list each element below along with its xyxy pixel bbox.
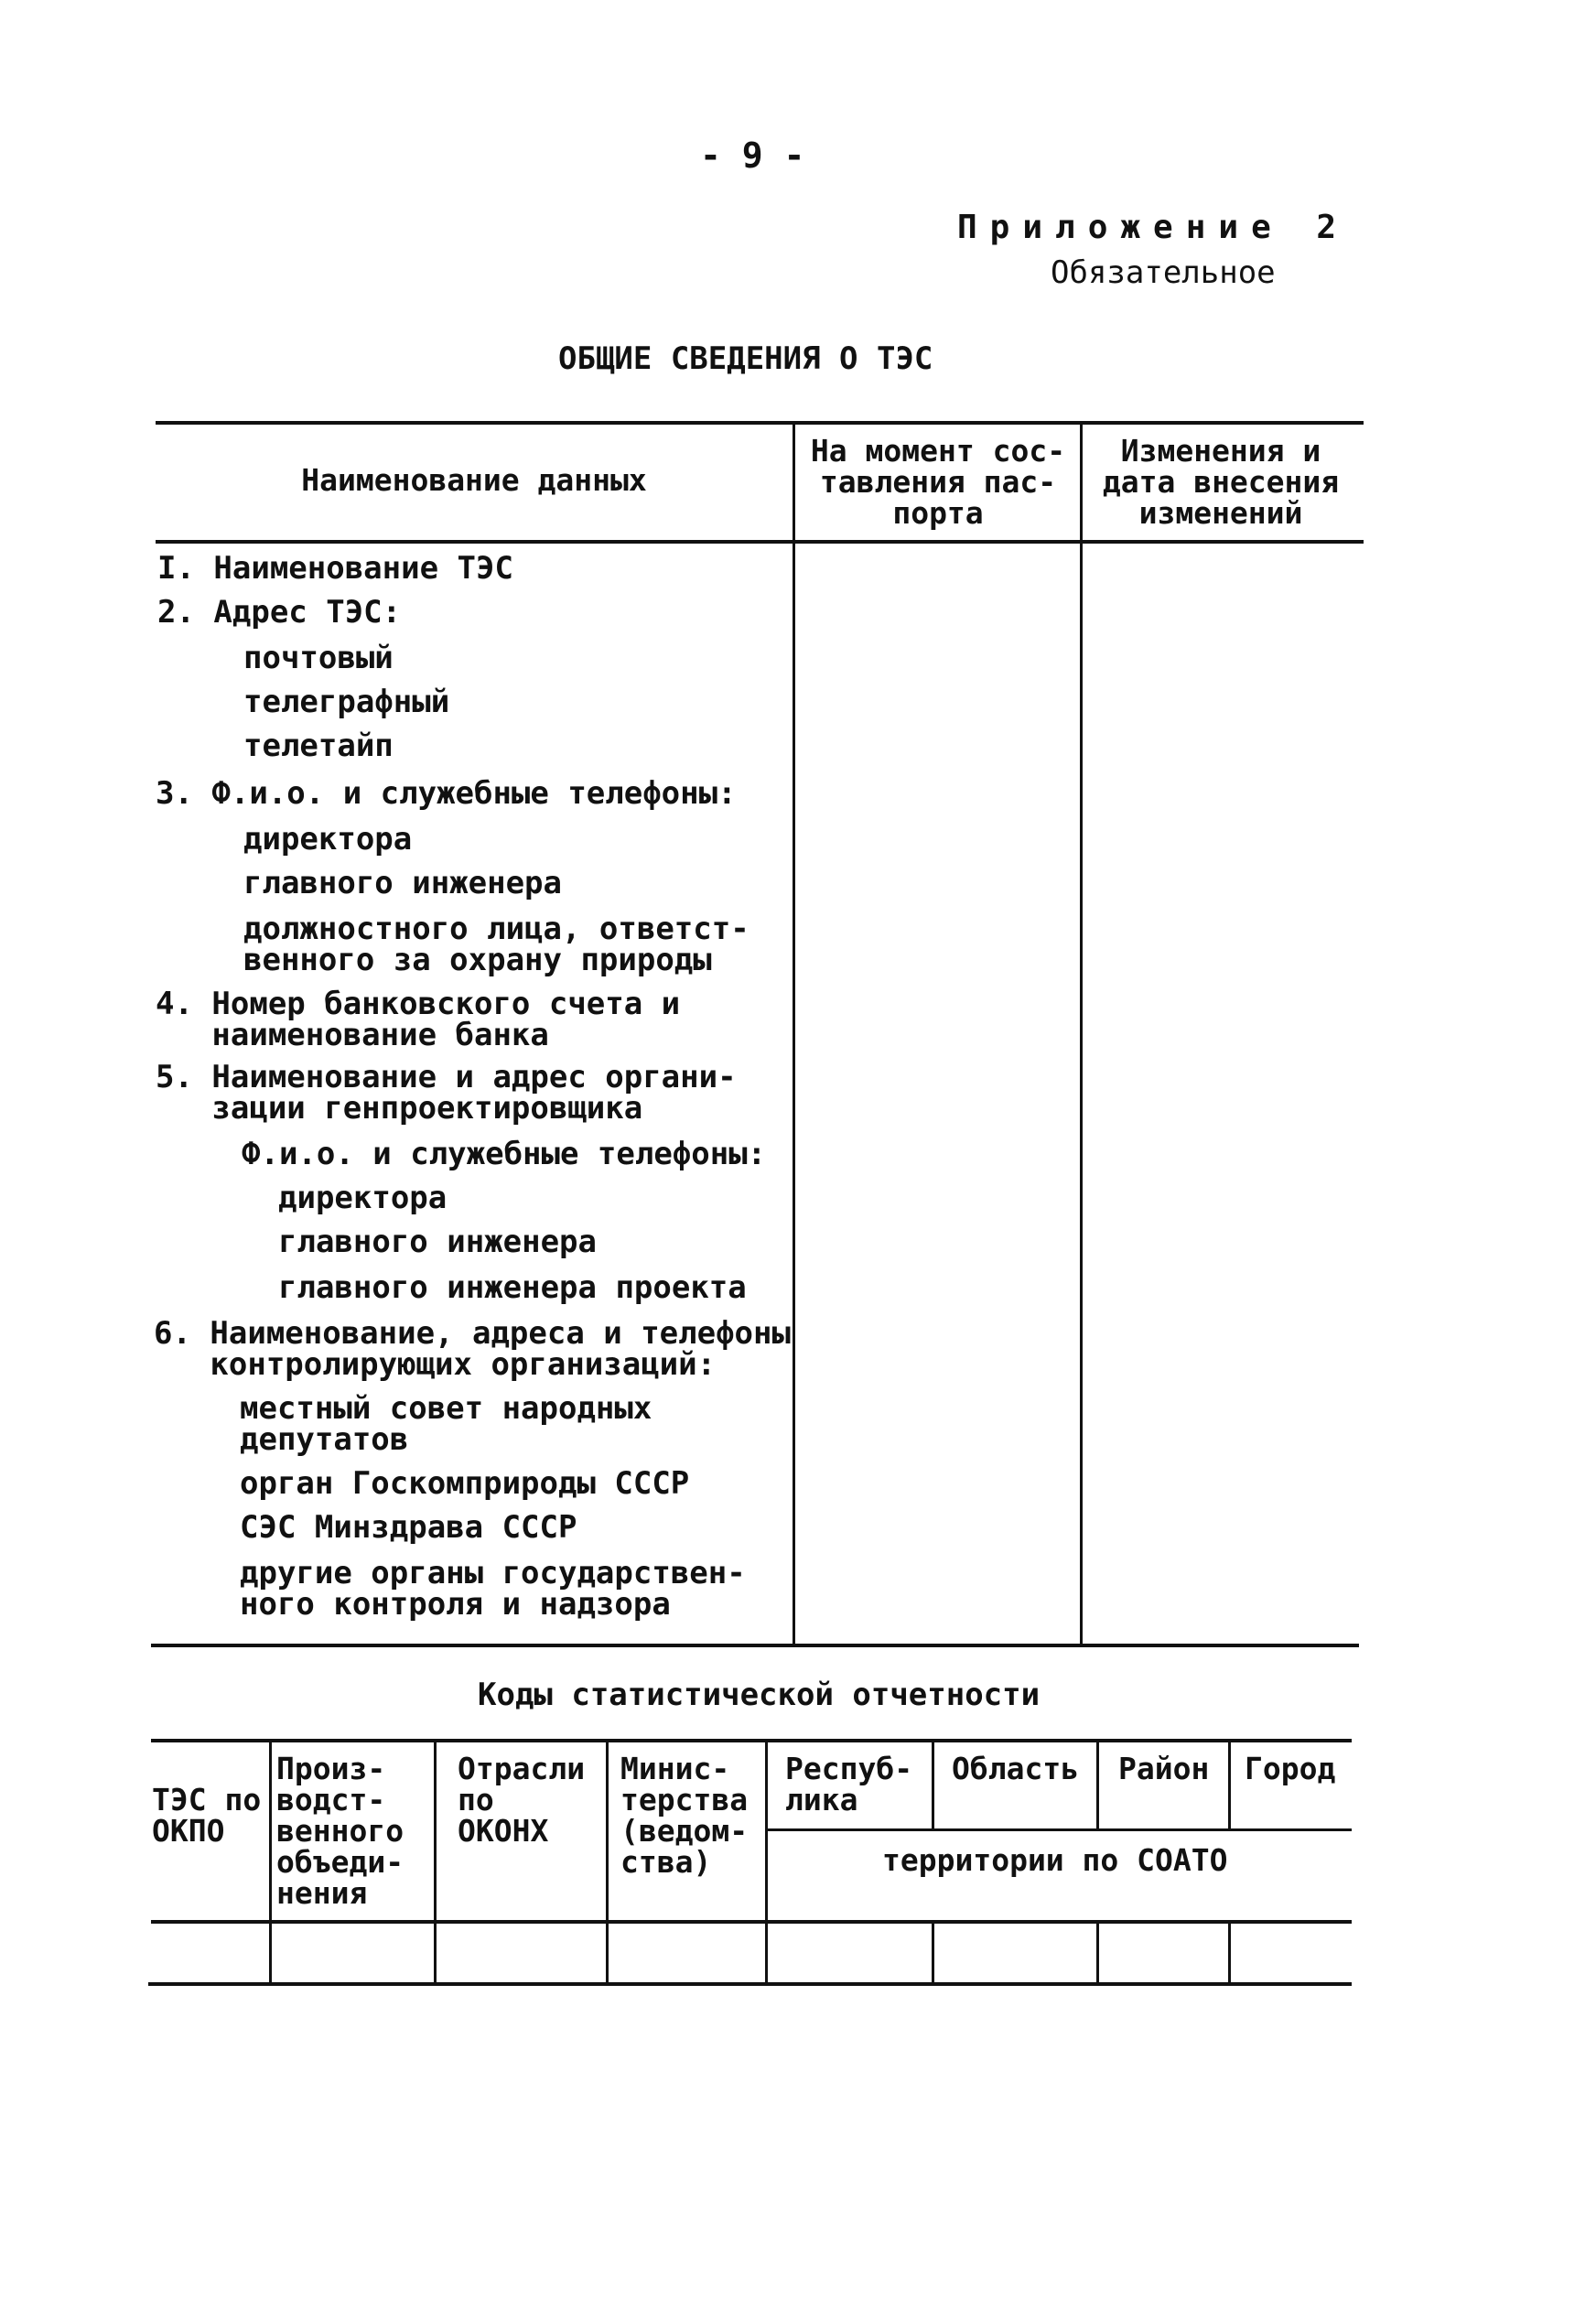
main-table-divider-2: [1080, 423, 1083, 1645]
codes-section-title: Коды статистической отчетности: [478, 1677, 1041, 1713]
codes-divider-6a: [1096, 1741, 1099, 1830]
codes-table-top-rule: [151, 1739, 1352, 1742]
row-3-chief-engineer: главного инженера: [243, 865, 562, 901]
appendix-status: Обязательное: [1051, 254, 1276, 291]
codes-header-production-union: Произ- водст- венного объеди- нения: [276, 1751, 404, 1911]
codes-header-region: Область: [952, 1751, 1080, 1786]
row-5-director: директора: [278, 1180, 448, 1216]
row-6-ses-minzdrav: СЭС Минздрава СССР: [240, 1509, 577, 1546]
row-2-telegraph: телеграфный: [243, 684, 450, 720]
row-6-goskompriroda: орган Госкомприроды СССР: [240, 1465, 690, 1502]
row-3-contacts: 3. Ф.и.о. и служебные телефоны:: [156, 775, 737, 812]
codes-header-republic: Респуб- лика: [785, 1751, 913, 1817]
row-6-other-control: другие органы государствен- ного контроля и надзора: [240, 1555, 746, 1623]
page-number: - 9 -: [700, 135, 805, 176]
codes-table-bottom-rule: [148, 1982, 1352, 1986]
codes-table-sub-rule: [767, 1828, 1352, 1831]
appendix-title: Приложение 2: [957, 209, 1350, 246]
main-table-header-rule: [156, 540, 1364, 544]
row-6-control-orgs: 6. Наименование, адреса и телефоны контролирующих организаций:: [154, 1315, 791, 1383]
row-2-teletype: телетайп: [243, 728, 394, 764]
main-table-bottom-rule: [151, 1644, 1359, 1647]
codes-divider-4: [765, 1741, 768, 1984]
codes-divider-7a: [1228, 1741, 1231, 1830]
codes-divider-5a: [932, 1741, 934, 1830]
row-5-chief-engineer: главного инженера: [278, 1224, 597, 1260]
main-table-top-rule: [156, 421, 1364, 425]
codes-header-okonh: Отрасли по ОКОНХ: [458, 1751, 586, 1849]
row-1-tes-name: I. Наименование ТЭС: [157, 550, 513, 587]
header-at-compilation: На момент сос- тавления пас- порта: [810, 433, 1066, 531]
codes-divider-6b: [1096, 1922, 1099, 1984]
codes-divider-2: [434, 1741, 437, 1984]
row-2-address: 2. Адрес ТЭС:: [157, 594, 402, 631]
document-title: ОБЩИЕ СВЕДЕНИЯ О ТЭС: [558, 340, 933, 377]
codes-header-district: Район: [1118, 1751, 1210, 1786]
row-5-chief-project-engineer: главного инженера проекта: [278, 1269, 747, 1306]
row-2-postal: почтовый: [243, 640, 394, 676]
row-3-director: директора: [243, 821, 413, 857]
codes-header-city: Город: [1245, 1751, 1336, 1786]
codes-subheader-soato: территории по СОАТО: [882, 1842, 1228, 1878]
row-5-general-designer: 5. Наименование и адрес органи- зации генпроектировщика: [156, 1059, 737, 1127]
codes-divider-5b: [932, 1922, 934, 1984]
row-5-contacts: Ф.и.о. и служебные телефоны:: [242, 1136, 767, 1172]
row-3-nature-officer: должностного лица, ответст- венного за охрану природы: [243, 911, 749, 978]
codes-table-header-rule: [151, 1920, 1352, 1924]
row-4-bank-account: 4. Номер банковского счета и наименование банка: [156, 986, 681, 1053]
codes-header-ministry: Минис- терства (ведом- ства): [620, 1751, 749, 1880]
row-6-local-council: местный совет народных депутатов: [240, 1390, 652, 1458]
codes-header-okpo: ТЭС по ОКПО: [152, 1782, 262, 1849]
main-table-divider-1: [793, 423, 795, 1645]
header-data-name: Наименование данных: [301, 462, 647, 498]
codes-divider-1: [269, 1741, 272, 1984]
header-changes: Изменения и дата внесения изменений: [1102, 433, 1340, 531]
codes-divider-3: [606, 1741, 609, 1984]
codes-divider-7b: [1228, 1922, 1231, 1984]
